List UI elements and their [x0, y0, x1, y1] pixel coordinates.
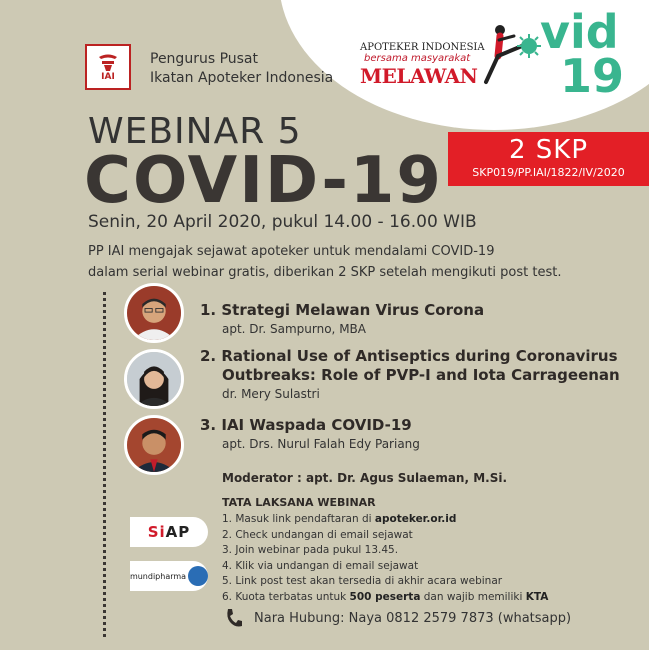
org-line-2: Ikatan Apoteker Indonesia	[150, 70, 334, 86]
mundipharma-logo	[130, 561, 208, 591]
phone-icon	[225, 608, 243, 628]
skp-badge	[448, 132, 649, 186]
registration-link[interactable]: apoteker.or.id	[374, 513, 457, 525]
dotted-divider	[103, 292, 106, 637]
campaign-line-3: MELAWAN	[360, 64, 478, 88]
procedure-step: 4. Klik via undangan di email sejawat	[222, 559, 419, 572]
iai-logo	[85, 44, 131, 90]
mundipharma-text: mundipharma	[129, 571, 187, 581]
mortar-icon	[96, 53, 120, 73]
procedure-step: 6. Kuota terbatas untuk 500 peserta dan wajib memiliki KTA	[222, 590, 549, 603]
talk-title	[200, 347, 620, 385]
talk-speaker: apt. Drs. Nurul Falah Edy Pariang	[222, 437, 420, 451]
talk-title: 3. IAI Waspada COVID-19	[200, 416, 412, 434]
campaign-line-2: bersama masyarakat	[364, 53, 471, 64]
talk-title: 1. Strategi Melawan Virus Corona	[200, 301, 485, 319]
speaker-photo	[124, 415, 184, 475]
covid-logo-text	[540, 5, 625, 103]
mundipharma-circle-icon	[188, 566, 208, 586]
campaign-line-1: APOTEKER INDONESIA	[360, 42, 485, 53]
intro-line-2: dalam serial webinar gratis, diberikan 2 SKP setelah mengikuti post test.	[88, 265, 562, 280]
skp-value: 2 SKP	[508, 135, 589, 165]
skp-code: SKP019/PP.IAI/1822/IV/2020	[472, 166, 625, 179]
covid-logo-vid: vid	[540, 5, 619, 59]
procedure-heading: TATA LAKSANA WEBINAR	[222, 496, 376, 509]
talk-item	[200, 416, 420, 453]
talk-title-line-1: 2. Rational Use of Antiseptics during Coronavirus	[200, 347, 618, 365]
speaker-photo	[124, 283, 184, 343]
contact-info: Nara Hubung: Naya 0812 2579 7873 (whatsapp)	[254, 611, 572, 626]
talk-item	[200, 301, 484, 338]
talk-title-line-2: Outbreaks: Role of PVP-I and Iota Carrageenan	[222, 366, 620, 384]
procedure-step: 1. Masuk link pendaftaran di apoteker.or.id	[222, 513, 457, 525]
intro-line-1: PP IAI mengajak sejawat apoteker untuk mendalami COVID-19	[88, 244, 495, 259]
org-line-1: Pengurus Pusat	[150, 51, 258, 67]
siap-logo: SiAP	[130, 517, 208, 547]
procedure-step: 2. Check undangan di email sejawat	[222, 528, 413, 541]
procedure-step: 3. Join webinar pada pukul 13.45.	[222, 544, 399, 557]
talk-speaker: dr. Mery Sulastri	[222, 387, 320, 401]
talk-speaker: apt. Dr. Sampurno, MBA	[222, 322, 366, 336]
talk-item	[200, 347, 620, 403]
covid-logo-19: 19	[560, 49, 625, 103]
org-name	[150, 50, 333, 88]
procedure-step: 5. Link post test akan tersedia di akhir acara webinar	[222, 575, 503, 588]
virus-icon	[515, 32, 543, 60]
intro-text	[88, 241, 561, 283]
schedule: Senin, 20 April 2020, pukul 14.00 - 16.00 WIB	[88, 212, 477, 232]
moderator: Moderator : apt. Dr. Agus Sulaeman, M.Si.	[222, 471, 508, 485]
webinar-title: WEBINAR 5	[88, 111, 302, 152]
speaker-photo	[124, 349, 184, 409]
topic-title: COVID-19	[84, 144, 443, 218]
procedure-list	[222, 512, 548, 606]
iai-logo-text: IAI	[101, 71, 115, 82]
